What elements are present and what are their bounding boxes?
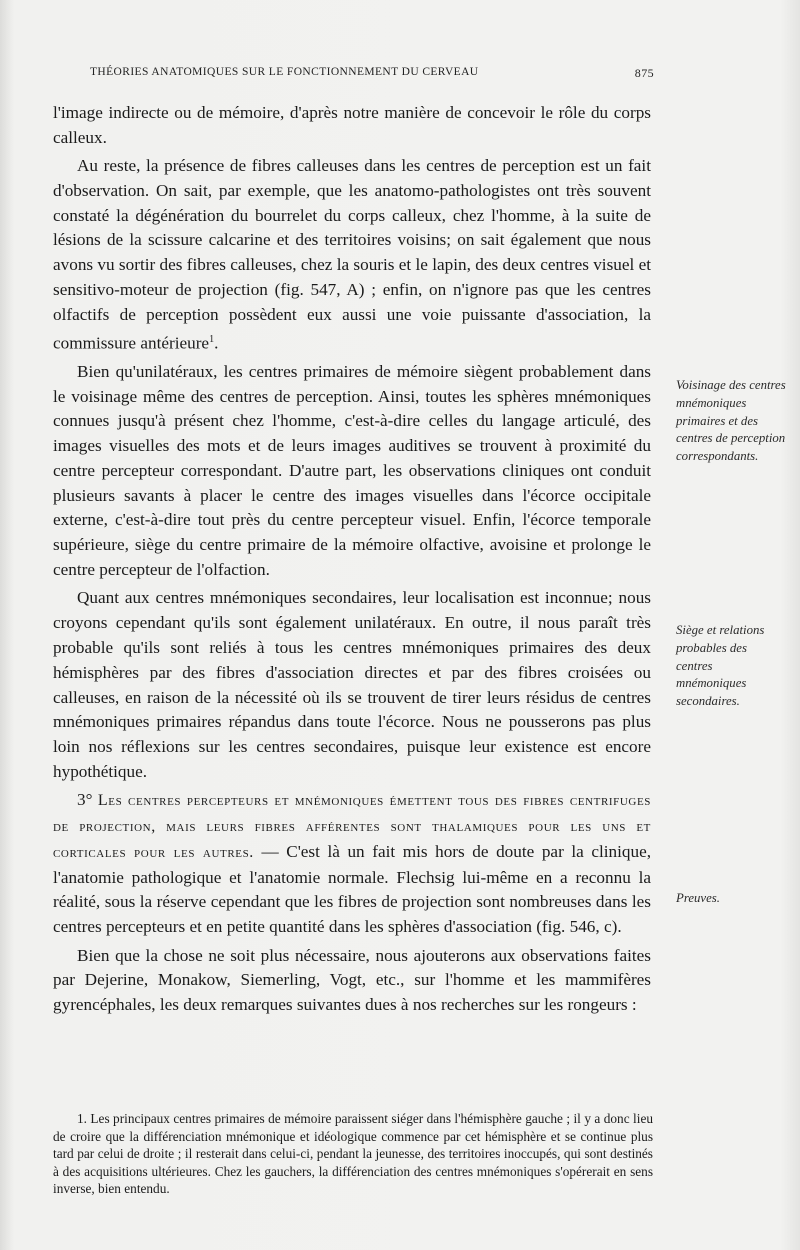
paragraph-5 [53,788,651,940]
paragraph-6: Bien que la chose ne soit plus nécessaire, nous ajouterons aux observations faites par Dejerine, Monakow, Siemerling, Vogt, etc., sur l'homme et les mammifères gyrencéphales, les deux remarques suivantes dues à nos recherches sur les rongeurs : [53,945,651,1015]
paragraph-1: l'image indirecte ou de mémoire, d'après notre manière de concevoir le rôle du corps calleux. [53,103,651,147]
running-header [90,66,654,80]
paragraph-2-text: Au reste, la présence de fibres calleuses dans les centres de perception est un fait d'observation. On sait, par exemple, que les anatomo-pathologistes ont très souvent constaté la dégénération du bourrelet du corps calleux, chez l'homme, à la suite de lésions de la scissure calcarine et des territoires voisins; on sait également que nous avons vu sortir des fibres calleuses, chez la souris et le lapin, des deux centres visuel et sensitivo-moteur de projection (fig. 547, A) ; enfin, on n'ignore pas que les centres olfactifs de perception possèdent eux aussi une voie puissante d'association, la commissure antérieure [53,156,651,353]
running-title: THÉORIES ANATOMIQUES SUR LE FONCTIONNEMENT DU CERVEAU [90,66,479,78]
section-number: 3° [77,790,93,810]
page-number: 875 [634,66,654,80]
section-heading: Les centres percepteurs et mnémoniques émettent tous des fibres centrifuges de projection, mais leurs fibres afférentes sont thalamiques pour les uns et corticales pour les autres. [53,792,651,861]
paragraph-3: Bien qu'unilatéraux, les centres primaires de mémoire siègent probablement dans le voisinage même des centres de perception. Ainsi, toutes les sphères mnémoniques connues jusqu'à présent chez l'homme, c'est-à-dire celles du langage articulé, des images visuelles des mots et de leurs images auditives se trouvent à proximité du centre percepteur correspondant. D'autre part, les observations cliniques ont conduit plusieurs savants à placer le centre des images visuelles dans l'écorce occipitale externe, c'est-à-dire tout près du centre percepteur visuel. Enfin, l'écorce temporale supérieure, siège du centre primaire de la mémoire olfactive, avoisine et prolonge le centre percepteur de l'olfaction. [53,361,651,580]
paragraph-2-end: . [214,333,219,353]
footnote [53,1110,653,1198]
footnote-text: 1. Les principaux centres primaires de mémoire paraissent siéger dans l'hémisphère gauche ; il y a donc lieu de croire que la différenciation mnémonique et idéologique commence par cet hémisphère et se continue plus tard par celui de droite ; il resterait dans celui-ci, pendant la jeunesse, des territoires inoccupés, qui sont destinés à des acquisitions ultérieures. Chez les gauchers, la différenciation des centres mnémoniques s'opérerait en sens inverse, bien entendu. [53,1111,653,1197]
paragraph-4: Quant aux centres mnémoniques secondaires, leur localisation est inconnue; nous croyons cependant qu'ils sont également unilatéraux. En outre, il nous paraît très probable qu'ils sont reliés à tous les centres mnémoniques primaires des deux hémisphères par des fibres d'association directes et par des fibres croisées ou calleuses, en raison de la nécessité où ils se trouvent de tirer leurs résidus de centres mnémoniques primaires répandus dans toute l'écorce. Nous ne pousserons pas plus loin nos réflexions sur les centres secondaires, puisque leur existence est encore hypothétique. [53,588,651,781]
margin-note-voisinage: Voisinage des centres mnémoniques primaires et des centres de perception correspondants. [676,378,786,464]
margin-note-preuves: Preuves. [676,891,720,905]
paragraph-5-text: — C'est là un fait mis hors de doute par la clinique, l'anatomie pathologique et l'anatomie normale. Flechsig lui-même en a reconnu la réalité, sous la réserve cependant que les fibres de projection sont nombreuses dans les centres percepteurs et en petite quantité dans les sphères d'association (fig. 546, c). [53,841,652,937]
footnote-reference[interactable]: 1 [209,333,215,345]
margin-note-siege: Siège et relations probables des centres mnémoniques secondaires. [676,623,765,709]
paragraph-2 [53,154,651,356]
main-text [53,101,651,1021]
